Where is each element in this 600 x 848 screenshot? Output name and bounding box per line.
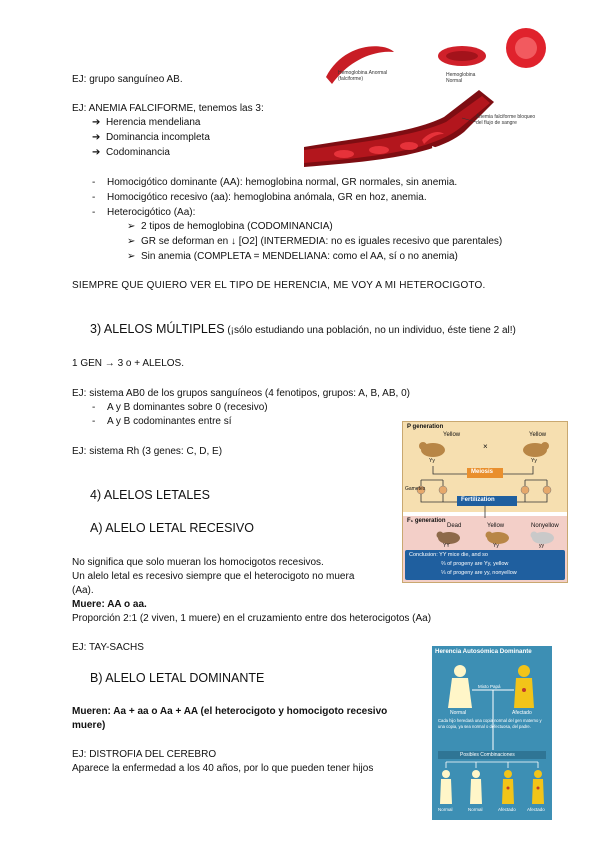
- genotype-dominant: Homocigótico dominante (AA): hemoglobina normal, GR normales, sin anemia.: [107, 177, 458, 188]
- arrow-icon: ➔: [92, 147, 101, 158]
- gametes-label: Gametes: [405, 486, 426, 492]
- mix-label: Mixto Papá: [478, 684, 501, 689]
- combinations-label: Posibles Combinaciones: [460, 752, 515, 758]
- recessive-p2b: (Aa).: [72, 585, 94, 596]
- meiosis-label: Meiosis: [471, 469, 494, 475]
- list-item: A y B dominantes sobre 0 (recesivo): [107, 402, 268, 413]
- distrofia-note: Aparece la enfermedad a los 40 años, por lo que pueden tener hijos: [72, 763, 374, 774]
- kid-label: Afectado: [527, 807, 545, 812]
- section-a-title: A) ALELO LETAL RECESIVO: [90, 521, 254, 535]
- pedigree-description: Cada hijo heredará una copia normal del gen materno y una copia, ya sea normal o defectuosa, del padre.: [438, 718, 542, 729]
- list-item: [92, 116, 200, 129]
- rh-example: EJ: sistema Rh (3 genes: C, D, E): [72, 446, 223, 457]
- parent-right-genotype: Yy: [531, 458, 537, 464]
- conclusion-1: Conclusion: YY mice die, and so: [409, 552, 488, 558]
- parent-right-phenotype: Yellow: [529, 432, 547, 438]
- section-3-note: (¡sólo estudiando una población, no un individuo, éste tiene 2 al!): [224, 325, 516, 336]
- list-item: [127, 250, 458, 263]
- dominant-dies-a: Mueren: Aa + aa o Aa + AA (el heterocigoto y homocigoto recesivo: [72, 706, 388, 717]
- nonyellow-label: Nonyellow: [531, 523, 559, 529]
- list-item-label: 2 tipos de hemoglobina (CODOMINANCIA): [140, 221, 333, 232]
- parent-normal-label: Normal: [450, 710, 467, 716]
- parent-affected-label: Afectado: [512, 710, 532, 716]
- pedigree-title: Herencia Autosómica Dominante: [435, 648, 532, 655]
- section-3-title: 3) ALELOS MÚLTIPLES: [90, 322, 225, 336]
- dead-label: Dead: [447, 523, 462, 529]
- dash-bullet: -: [92, 207, 96, 218]
- pedigree-figure: [432, 646, 552, 820]
- dominant-dies-b: muere): [72, 720, 106, 731]
- conclusion-3: ⅓ of progeny are yy, nonyellow: [441, 570, 517, 576]
- list-item: [127, 235, 502, 248]
- recessive-p2a: Un alelo letal es recesivo siempre que el heterocigoto no muera: [72, 571, 355, 582]
- parent-left-phenotype: Yellow: [443, 432, 461, 438]
- cross-symbol: ×: [483, 442, 488, 451]
- tay-example: EJ: TAY-SACHS: [72, 642, 144, 653]
- lethal-allele-figure: [402, 421, 568, 583]
- kid-label: Normal: [468, 807, 483, 812]
- blockage-label: Anemia falciforme bloqueo del flujo de sangre: [476, 114, 536, 126]
- normal-label: Hemoglobina Normal: [446, 72, 476, 84]
- f1-generation-label: F₁ generation: [407, 518, 446, 524]
- yy-non-genotype: yy: [539, 543, 544, 549]
- list-item-label: Sin anemia (COMPLETA = MENDELIANA: como el AA, sí o no anemia): [140, 251, 458, 262]
- sickle-label: Hemoglobina Anormal (falciforme): [338, 70, 388, 82]
- ab0-example: EJ: sistema AB0 de los grupos sanguíneos (4 fenotipos, grupos: A, B, AB, 0): [72, 388, 410, 399]
- dash-bullet: -: [92, 402, 96, 413]
- list-item: [92, 131, 210, 144]
- list-item-label: GR se deforman en ↓ [O2] (INTERMEDIA: no es iguales recesivo que parentales): [140, 236, 503, 247]
- distrofia-example: EJ: DISTROFIA DEL CEREBRO: [72, 749, 217, 760]
- list-item: A y B codominantes entre sí: [107, 416, 232, 427]
- kid-label: Afectado: [498, 807, 516, 812]
- list-item-label: Herencia mendeliana: [105, 117, 201, 128]
- yy-dead-genotype: YY: [443, 543, 450, 549]
- kid-label: Normal: [438, 807, 453, 812]
- triangle-bullet-icon: ➢: [127, 251, 136, 262]
- section-4-title: 4) ALELOS LETALES: [90, 488, 210, 502]
- section-b-title: B) ALELO LETAL DOMINANTE: [90, 671, 265, 685]
- always-note: SIEMPRE QUE QUIERO VER EL TIPO DE HERENCIA, ME VOY A MI HETEROCIGOTO.: [72, 280, 486, 291]
- gen-line: 1 GEN → 3 o + ALELOS.: [72, 358, 185, 369]
- triangle-bullet-icon: ➢: [127, 221, 136, 232]
- genotype-recessive: Homocigótico recesivo (aa): hemoglobina anómala, GR en hoz, anemia.: [107, 192, 427, 203]
- yy-yellow-genotype: Yy: [493, 543, 499, 549]
- dash-bullet: -: [92, 192, 96, 203]
- list-item-label: Dominancia incompleta: [105, 132, 210, 143]
- section-3-heading: [90, 321, 516, 339]
- fertilization-label: Fertilization: [461, 497, 495, 503]
- list-item-label: Codominancia: [105, 147, 170, 158]
- sickle-cell-figure: [304, 22, 558, 167]
- sickle-cell-illustration: [304, 22, 558, 167]
- list-item: [127, 220, 333, 233]
- arrow-icon: ➔: [92, 132, 101, 143]
- genotype-hetero: Heterocigótico (Aa):: [107, 207, 196, 218]
- parent-left-genotype: Yy: [429, 458, 435, 464]
- dash-bullet: -: [92, 177, 96, 188]
- recessive-ratio: Proporción 2:1 (2 viven, 1 muere) en el cruzamiento entre dos heterocigotos (Aa): [72, 613, 432, 624]
- anemia-intro: EJ: ANEMIA FALCIFORME, tenemos las 3:: [72, 103, 264, 114]
- list-item: [92, 146, 170, 159]
- recessive-dies: Muere: AA o aa.: [72, 599, 147, 610]
- recessive-p1: No significa que solo mueran los homocigotos recesivos.: [72, 557, 324, 568]
- triangle-bullet-icon: ➢: [127, 236, 136, 247]
- dash-bullet: -: [92, 416, 96, 427]
- ab-example: EJ: grupo sanguíneo AB.: [72, 74, 183, 85]
- yellow-f1-label: Yellow: [487, 523, 505, 529]
- conclusion-2: ⅔ of progeny are Yy, yellow: [441, 561, 509, 567]
- pedigree-illustration: [432, 646, 552, 820]
- p-generation-label: P generation: [407, 424, 444, 430]
- arrow-icon: ➔: [92, 117, 101, 128]
